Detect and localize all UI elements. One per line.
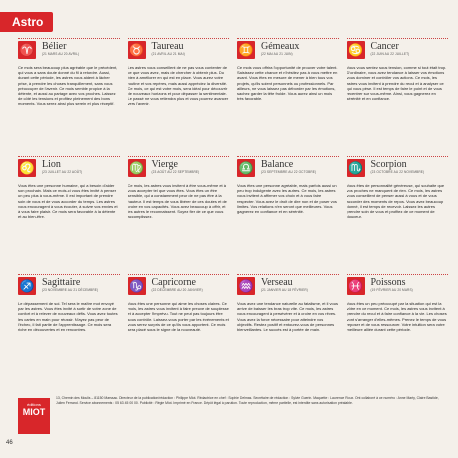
sign-dates: (23 OCTOBRE AU 22 NOVEMBRE) xyxy=(370,170,425,174)
sign-text: Ce mois sera beaucoup plus agréable que le précédent, qui vous a sans doute donné du fil à retordre. Aussi, durant cette période, les astres vous aident à lâcher prise, à prendre les choses tranquillement, sans vous préoccuper de l'avenir. Ce mois semble propice à la détente, et aussi au partage avec vos proches. Laissez de côté les tensions et profitez pleinement des bons moments. Vous serez ainsi plus serein et plus réceptif. xyxy=(18,65,118,107)
sign-cell-taureau xyxy=(128,38,230,152)
sign-dates: (21 MARS AU 20 AVRIL) xyxy=(42,52,80,56)
pisces-icon: ♓ xyxy=(348,279,363,293)
sign-name: Bélier xyxy=(42,41,67,52)
sign-text: Le dépassement de soi. Tel sera le maître mot envoyé par les astres. Vous êtes invité à sortir de votre zone de confort et à relever de nouveaux défis. Vous avez toutes les cartes en main pour réussir. N'ayez pas peur de l'échec, il fait partie de l'apprentissage. Ce mois sera riche en découvertes et en rencontres. xyxy=(18,301,118,333)
publisher-logo: éditions MIOT xyxy=(18,398,50,434)
horoscope-grid xyxy=(18,38,448,388)
sign-text: Vous avez une tendance naturelle au fatalisme, et il vous arrive de baisser les bras trop vite. Ce mois, les astres vous encouragent à persévérer et à croire en vos rêves. Vous avez la force nécessaire pour atteindre vos objectifs. Restez positif et entourez-vous de personnes bienveillantes. Le succès est à portée de main. xyxy=(237,301,338,333)
libra-icon: ♎ xyxy=(238,161,254,175)
imprint-text: 13, Chemin des Moulis – 81150 Marssac. Directeur de la publication/rédaction : Philippe Miot. Rédactrice en chef : Sophie Delmas. Secrétaire de rédaction : Sylvie Guerin. Maquette : Laurence Roux. Ont collaboré à ce numéro : Anne Marty, Claire Bastide, Julien Ferrand. Service abonnements : 05 63 45 00 00. Publicité : Régie Miot. Imprimé en France. Dépôt légal à parution. Toute reproduction, même partielle, est interdite sans autorisation préalable. xyxy=(56,396,439,405)
sign-dates: (23 SEPTEMBRE AU 22 OCTOBRE) xyxy=(261,170,317,174)
sagittarius-icon: ♐ xyxy=(19,279,35,293)
scorpio-icon: ♏ xyxy=(348,161,363,175)
taurus-icon: ♉ xyxy=(129,43,144,57)
sign-name: Verseau xyxy=(261,277,293,288)
page-number: 46 xyxy=(6,440,13,446)
sign-cell-belier xyxy=(18,38,120,152)
sign-text: Les astres vous conseillent de ne pas vous contenter de ce que vous avez, mais de chercher à obtenir plus. Du bien à améliorer en qui est en place. Vous aurez votre routine et vos repères, mais aussi appréciez la diversité. Ce mois, ce qui est votre mois, sera idéal pour découvrir de nouveaux horizons et pour dépasser la sentimentale. Le passé ne vous retiendra plus et vous pourrez avancer vers l'avenir. xyxy=(127,65,229,107)
aries-icon: ♈ xyxy=(19,43,35,57)
capricorn-icon: ♑ xyxy=(129,279,144,293)
sign-cell-vierge xyxy=(128,156,230,270)
sign-name: Gémeaux xyxy=(261,41,300,52)
aquarius-icon: ♒ xyxy=(238,279,254,293)
sign-text: Ce mois, les astres vous invitent à être vous-même et à vous accepter tel que vous êtes. Vous êtes un être sensible, qui a constamment peur de ne pas être à la hauteur. Il est temps de vous libérer de ces doutes et de croire en vos capacités. Vous avez beaucoup à offrir, et les autres le reconnaissent. Soyez fier de ce que vous accomplissez. xyxy=(127,183,227,220)
sign-text: Vous êtes de personnalité généreuse, qui souhaite que vos proches ne manquent de rien. Ce mois, les astres vous conseillent de penser aussi à vous et de vous accorder des moments de repos. Vous avez beaucoup donné, il est temps de recevoir. Laissez les autres prendre soin de vous et profitez de ce moment de douceur. xyxy=(346,183,445,220)
sign-cell-cancer xyxy=(347,38,449,152)
sign-cell-capricorne xyxy=(128,274,230,388)
sign-dates: (23 AOÛT AU 22 SEPTEMBRE) xyxy=(151,170,200,174)
sign-dates: (22 JUIN AU 22 JUILLET) xyxy=(370,52,410,56)
sign-text: Ce mois vous offrira l'opportunité de prouver votre talent. Saisissez cette chance et n'hésitez pas à vous mettre en avant. Vous êtes en mesure de mener à bien tous vos projets, qu'ils soient personnels ou professionnels. Par ailleurs, ne vous laissez pas déborder par les émotions, sachez garder la tête froide. Vous aurez ainsi un mois très favorable. xyxy=(237,65,338,102)
sign-text: Vous êtes une personne humaine, qui a besoin d'aider son prochain. Mais ce mois-ci vous êtes invité à penser un peu plus à vous-même. Il est important de prendre soin de vous et de vous accorder du temps. Les astres vous encouragent à vous écouter, à suivre vos envies et à vous faire plaisir. Ce mois sera favorable à la détente et au bien-être. xyxy=(18,183,118,220)
sign-name: Cancer xyxy=(370,41,399,52)
cancer-icon: ♋ xyxy=(348,43,363,57)
sign-text: Vous êtes une personne qui aime les choses claires. Ce mois, les astres vous invitent à faire preuve de souplesse et à accepter l'imprévu. Tout ne peut pas toujours être sous contrôle. Laissez-vous porter par les événements et vous serez surpris de ce qu'ils vous apportent. Ce mois sera placé sous le signe de la nouveauté. xyxy=(127,301,229,333)
sign-dates: (19 FÉVRIER AU 20 MARS) xyxy=(370,288,413,292)
sign-name: Lion xyxy=(42,159,61,170)
sign-dates: (22 DÉCEMBRE AU 20 JANVIER) xyxy=(151,288,203,292)
sign-text: Vous vous sentez sous tension, comme si tout était trop. D'ordinaire, vous avez tendance à laisser vos émotions vous dominer et contrôler vos actions. Ce mois, les astres vous invitent à prendre du recul et à analyser ce qui vous pèse. Il est temps de faire le point et de vous recentrer sur vous-même. Ainsi, vous gagnerez en sérénité et en confiance. xyxy=(346,65,447,102)
sign-cell-sagittaire xyxy=(18,274,120,388)
sign-dates: (22 MAI AU 21 JUIN) xyxy=(261,52,293,56)
leo-icon: ♌ xyxy=(19,161,35,175)
sign-name: Taureau xyxy=(151,41,184,52)
sign-text: Vous êtes une personne agréable, mais parfois aussi un peu trop indulgente avec les autres. Ce mois, les astres vous invitent à affirmer vos choix et à vous faire respecter. Vous avez le droit de dire non et de poser vos limites. Vos relations n'en seront que meilleures. Vous gagnerez en confiance et en sérénité. xyxy=(237,183,337,215)
sign-cell-verseau xyxy=(237,274,339,388)
sign-cell-balance xyxy=(237,156,339,270)
sign-name: Sagittaire xyxy=(42,277,81,288)
gemini-icon: ♊ xyxy=(238,43,254,57)
sign-cell-scorpion xyxy=(347,156,449,270)
sign-name: Balance xyxy=(261,159,294,170)
sign-cell-gemeaux xyxy=(237,38,339,152)
sign-cell-poissons xyxy=(347,274,449,388)
virgo-icon: ♍ xyxy=(129,161,144,175)
sign-name: Vierge xyxy=(151,159,178,170)
sign-name: Capricorne xyxy=(151,277,196,288)
sign-dates: (21 JANVIER AU 18 FÉVRIER) xyxy=(261,288,308,292)
imprint-footer xyxy=(18,392,448,438)
sign-cell-lion xyxy=(18,156,120,270)
sign-dates: (23 JUILLET AU 22 AOÛT) xyxy=(42,170,83,174)
sign-dates: (21 AVRIL AU 21 MAI) xyxy=(151,52,185,56)
sign-name: Scorpion xyxy=(370,159,407,170)
sign-name: Poissons xyxy=(370,277,406,288)
sign-text: Vous êtes un peu préoccupé par la situation qui est la vôtre en ce moment. Ce mois, les astres vous invitent à prendre du recul et à faire confiance à la vie. Les choses vont s'arranger d'elles-mêmes. Prenez le temps de vous reposer et de vous ressourcer. Votre intuition sera votre meilleure alliée durant cette période. xyxy=(346,301,447,333)
section-rubric: Astro xyxy=(0,12,53,32)
sign-dates: (23 NOVEMBRE AU 21 DÉCEMBRE) xyxy=(42,288,99,292)
